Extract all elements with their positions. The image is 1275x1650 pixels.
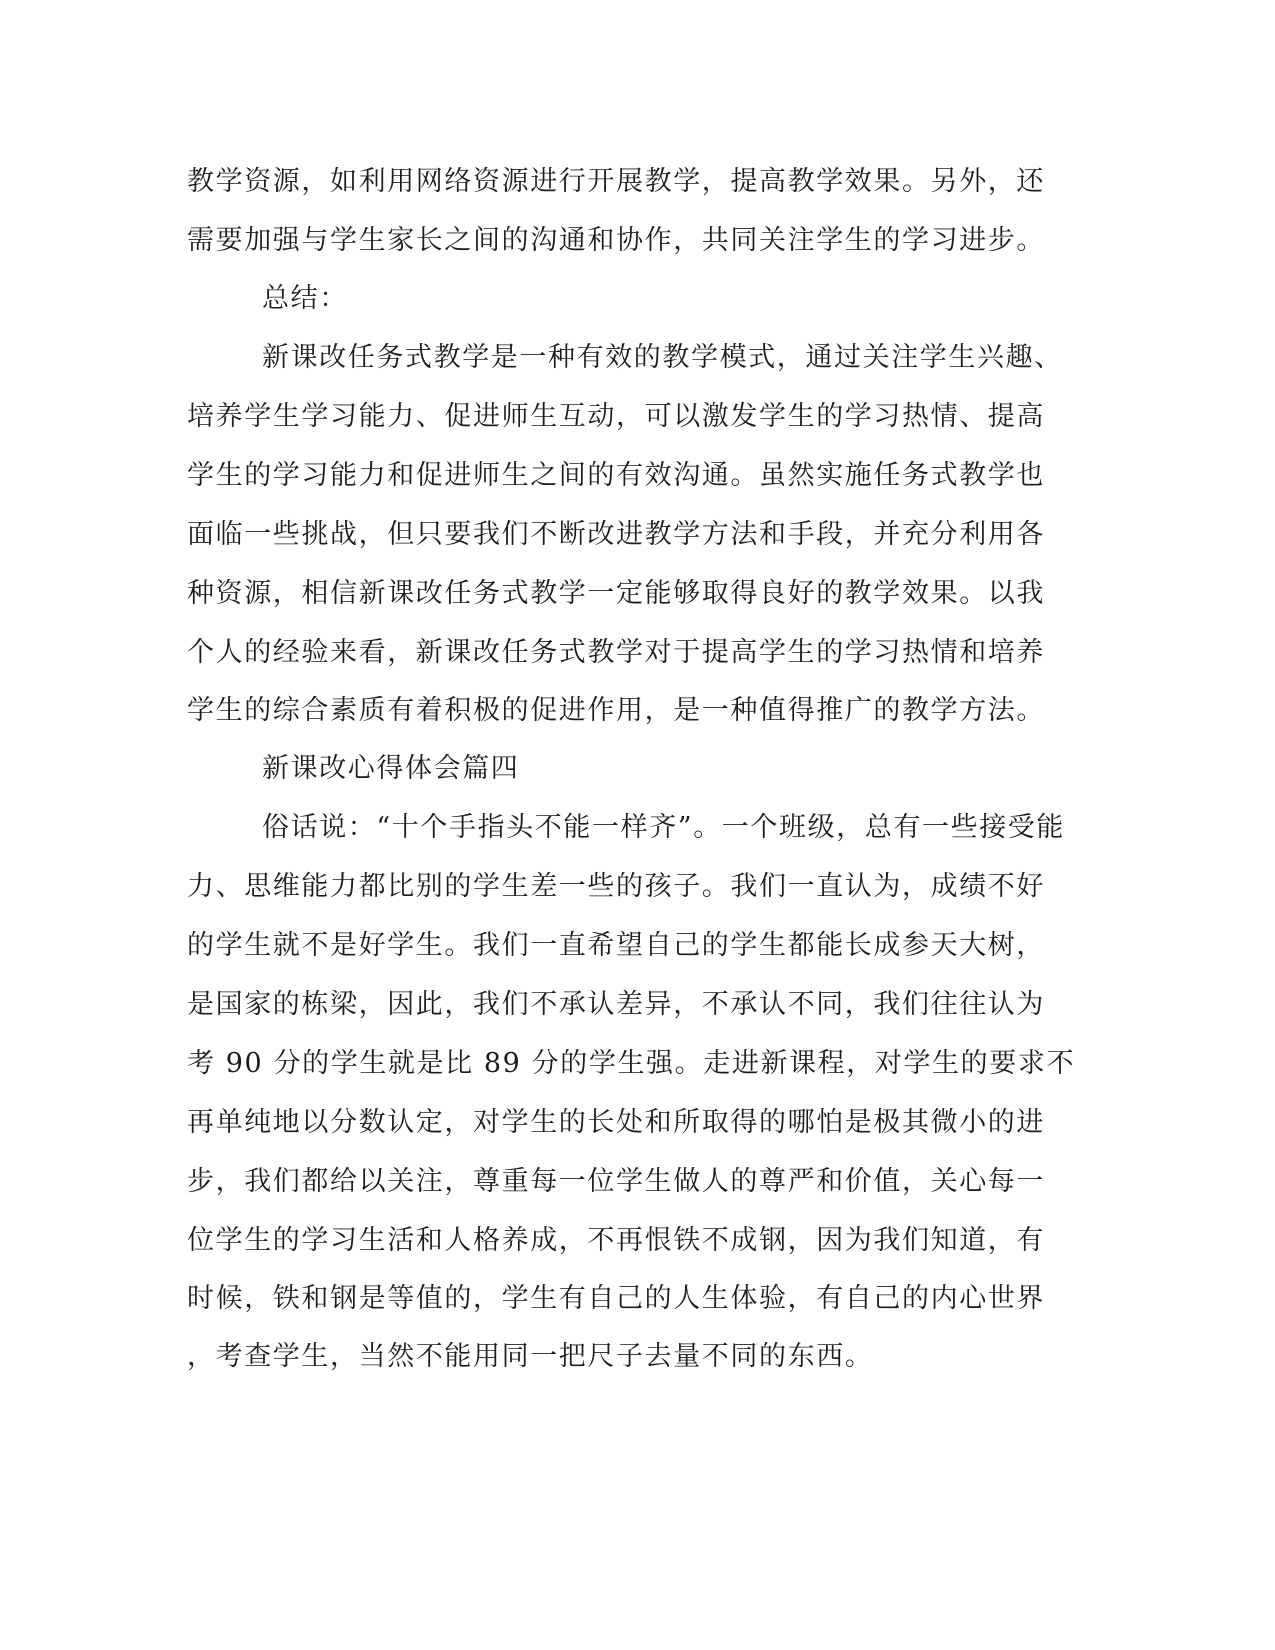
- paragraph-line: 步，我们都给以关注，尊重每一位学生做人的尊严和价值，关心每一: [187, 1166, 1045, 1197]
- paragraph-line: 教学资源，如利用网络资源进行开展教学，提高教学效果。另外，还: [187, 166, 1045, 197]
- section-heading: 新课改心得体会篇四: [262, 753, 520, 784]
- paragraph-line: 位学生的学习生活和人格养成，不再恨铁不成钢，因为我们知道，有: [187, 1225, 1045, 1256]
- paragraph-line: 新课改任务式教学是一种有效的教学模式，通过关注学生兴趣、: [262, 342, 1063, 373]
- paragraph-line: 的学生就不是好学生。我们一直希望自己的学生都能长成参天大树，: [187, 930, 1045, 961]
- paragraph-line: 培养学生学习能力、促进师生互动，可以激发学生的学习热情、提高: [187, 401, 1045, 432]
- paragraph-line: 时候，铁和钢是等值的，学生有自己的人生体验，有自己的内心世界: [187, 1283, 1045, 1314]
- paragraph-line: 种资源，相信新课改任务式教学一定能够取得良好的教学效果。以我: [187, 578, 1045, 609]
- paragraph-line: 学生的综合素质有着积极的促进作用，是一种值得推广的教学方法。: [187, 695, 1045, 726]
- paragraph-line: 需要加强与学生家长之间的沟通和协作，共同关注学生的学习进步。: [187, 225, 1045, 256]
- paragraph-line: 面临一些挑战，但只要我们不断改进教学方法和手段，并充分利用各: [187, 519, 1045, 550]
- paragraph-line: 再单纯地以分数认定，对学生的长处和所取得的哪怕是极其微小的进: [187, 1107, 1045, 1138]
- paragraph-line: 个人的经验来看，新课改任务式教学对于提高学生的学习热情和培养: [187, 637, 1045, 668]
- paragraph-line: 是国家的栋梁，因此，我们不承认差异，不承认不同，我们往往认为: [187, 989, 1045, 1020]
- paragraph-line: 考 90 分的学生就是比 89 分的学生强。走进新课程，对学生的要求不: [187, 1048, 1076, 1079]
- paragraph-line: 俗话说：“十个手指头不能一样齐”。一个班级，总有一些接受能: [262, 812, 1066, 843]
- paragraph-line: ，考查学生，当然不能用同一把尺子去量不同的东西。: [187, 1341, 874, 1372]
- paragraph-line: 力、思维能力都比别的学生差一些的孩子。我们一直认为，成绩不好: [187, 871, 1045, 902]
- section-label-summary: 总结：: [262, 283, 348, 314]
- paragraph-line: 学生的学习能力和促进师生之间的有效沟通。虽然实施任务式教学也: [187, 460, 1045, 491]
